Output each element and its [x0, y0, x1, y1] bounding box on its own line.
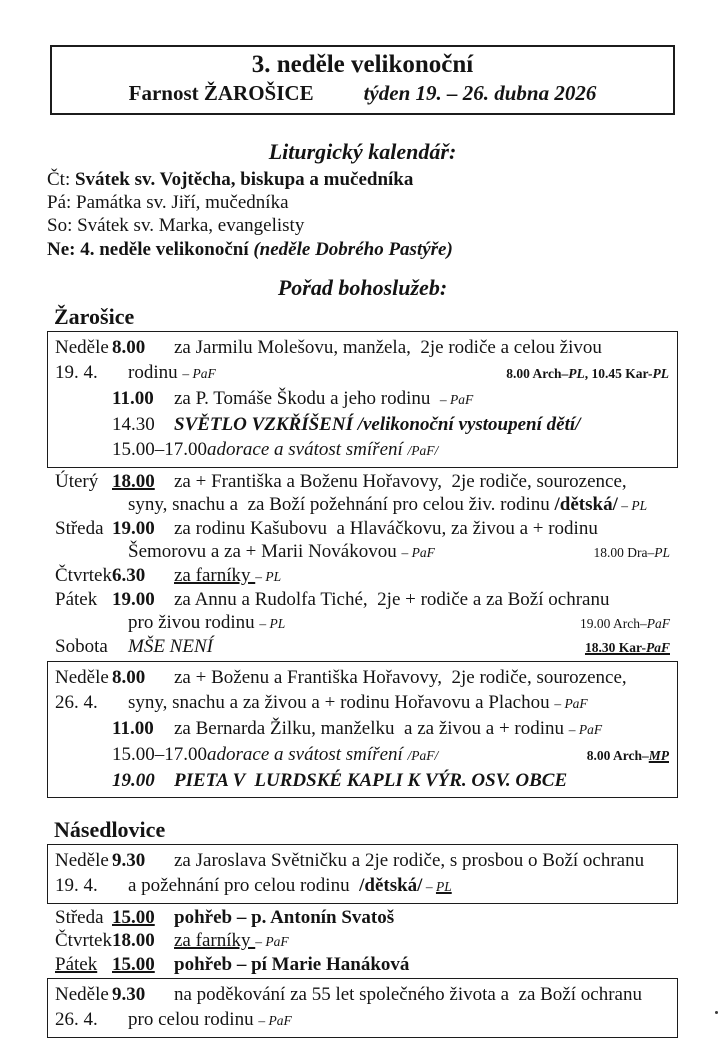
text-segment: Neděle: [55, 849, 109, 871]
text-segment: – PL: [617, 497, 648, 513]
content-cell: [174, 517, 670, 540]
text-segment: 19. 4.: [55, 874, 98, 896]
text-segment: MŠE NENÍ: [128, 635, 213, 657]
text-segment: za Jarmilu Molešovu, manžela, 2je rodiče a celou živou: [174, 336, 602, 358]
text-segment: –: [422, 878, 436, 894]
text-segment: Svátek sv. Vojtěcha, biskupa a mučedníka: [74, 169, 414, 190]
schedule-block: [47, 844, 678, 904]
text-segment: – PaF: [255, 933, 289, 949]
text-segment: Pátek: [55, 953, 98, 975]
text-segment: Čt:: [47, 169, 75, 190]
schedule-line: [55, 742, 669, 768]
text-segment: /PaF/: [407, 442, 439, 458]
text-segment: pro živou rodinu: [128, 611, 260, 633]
bulletin-subtitle: [60, 80, 665, 106]
time-cell: [112, 768, 174, 793]
text-segment: 18.00: [112, 929, 155, 951]
text-segment: 8.00 Arch–: [586, 747, 649, 763]
content-cell: [174, 335, 669, 360]
content-cell: [128, 1007, 669, 1033]
time-cell: [112, 906, 174, 929]
text-segment: za farníky: [174, 929, 256, 951]
day-cell: [55, 470, 112, 493]
text-segment: 19.00: [112, 517, 155, 539]
content-cell: [174, 848, 669, 873]
text-segment: SVĚTLO VZKŘÍŠENÍ /velikonoční vystoupení dětí/: [174, 413, 581, 435]
liturgical-calendar-title: Liturgický kalendář:: [268, 139, 457, 164]
text-segment: 26. 4.: [55, 691, 98, 713]
schedule-block: [47, 904, 678, 978]
content-cell: [207, 742, 587, 768]
text-segment: rodinu: [128, 361, 183, 383]
text-segment: Šemorovu a za + Marii Novákovou: [128, 540, 402, 562]
text-segment: 8.00 Arch–: [506, 365, 569, 381]
day-cell: [55, 848, 112, 873]
schedule-line: [55, 493, 670, 517]
day-cell: [55, 335, 112, 360]
content-cell: [128, 690, 669, 716]
text-segment: (neděle Dobrého Pastýře): [253, 238, 453, 260]
text-segment: 26. 4.: [55, 1008, 98, 1030]
schedule-line: [55, 873, 669, 899]
schedule-line: [55, 716, 669, 742]
schedule-line: [55, 470, 670, 493]
schedule-line: [55, 635, 670, 659]
bulletin-title: 3. neděle velikonoční: [251, 51, 474, 78]
text-segment: PIETA V LURDSKÉ KAPLI K VÝR. OSV. OBCE: [174, 769, 568, 791]
text-segment: , 10.45 Kar-: [584, 365, 653, 381]
text-segment: pohřeb – pí Marie Hanáková: [174, 953, 410, 975]
content-cell: [128, 493, 670, 517]
day-cell: [55, 360, 128, 385]
schedule-line: [55, 412, 669, 437]
scan-artifact-dot: [715, 1011, 718, 1014]
text-segment: 15.00–17.00: [112, 743, 207, 765]
schedule-line: [55, 665, 669, 690]
day-cell: [55, 517, 112, 540]
text-segment: Neděle: [55, 336, 109, 358]
time-cell: [112, 437, 207, 462]
text-segment: pro celou rodinu: [128, 1008, 259, 1030]
text-segment: za Jaroslava Světničku a 2je rodiče, s prosbou o Boží ochranu: [174, 849, 645, 871]
text-segment: 15.00–17.00: [112, 438, 207, 460]
text-segment: Úterý: [55, 470, 99, 492]
text-segment: adorace a svátost smíření: [207, 438, 408, 460]
text-segment: /dětská/: [359, 874, 423, 896]
time-cell: [112, 716, 174, 741]
text-segment: Neděle: [55, 666, 109, 688]
content-cell: [128, 873, 669, 899]
schedule-block: [47, 468, 678, 661]
day-cell: [55, 873, 128, 898]
content-cell: [174, 665, 669, 690]
time-cell: [112, 517, 174, 540]
text-segment: za P. Tomáše Škodu a jeho rodinu: [174, 387, 440, 409]
day-cell: [55, 665, 112, 690]
text-segment: Středa: [55, 517, 104, 539]
text-segment: 9.30: [112, 983, 146, 1005]
text-segment: 6.30: [112, 564, 146, 586]
calendar-line: [47, 238, 678, 261]
content-cell: [128, 540, 593, 564]
text-segment: 19.00: [112, 588, 155, 610]
day-cell: [55, 564, 112, 587]
text-segment: Sobota: [55, 635, 108, 657]
text-segment: 19. 4.: [55, 361, 98, 383]
text-segment: 15.00: [112, 953, 155, 975]
text-segment: na poděkování za 55 let společného života a za Boží ochranu: [174, 983, 642, 1005]
content-cell: [174, 386, 669, 412]
text-segment: syny, snachu a za živou a + rodinu Hořavovu a Plachou: [128, 691, 555, 713]
schedule-line: [55, 768, 669, 793]
day-cell: [55, 690, 128, 715]
schedule-line: [55, 929, 670, 953]
right-note: [580, 611, 670, 635]
text-segment: PaF: [646, 615, 670, 631]
content-cell: [207, 437, 669, 463]
time-cell: [112, 412, 174, 437]
text-segment: 19.00 Arch–: [580, 615, 647, 631]
schedule-line: [55, 982, 669, 1007]
text-segment: za + Boženu a Františka Hořavovy, 2je rodiče, sourozence,: [174, 666, 627, 688]
week-range: týden 19. – 26. dubna 2026: [363, 81, 597, 105]
text-segment: – PaF: [258, 1012, 292, 1028]
text-segment: 14.30: [112, 413, 155, 435]
time-cell: [112, 982, 174, 1007]
text-segment: PL: [435, 878, 452, 894]
text-segment: 19.00: [112, 769, 155, 791]
content-cell: [174, 906, 670, 929]
text-segment: /PaF/: [407, 747, 439, 763]
text-segment: Čtvrtek: [55, 929, 112, 951]
text-segment: 8.00: [112, 666, 146, 688]
day-cell: [55, 588, 112, 611]
text-segment: 8.00: [112, 336, 146, 358]
time-cell: [112, 742, 207, 767]
schedule-line: [55, 848, 669, 873]
time-cell: [112, 953, 174, 976]
time-cell: [112, 335, 174, 360]
content-cell: [128, 360, 506, 386]
time-cell: [112, 386, 174, 411]
day-cell: [55, 635, 128, 658]
day-cell: [55, 982, 112, 1007]
time-cell: [112, 564, 174, 587]
schedule-line: [55, 588, 670, 611]
content-cell: [174, 412, 669, 437]
day-cell: [55, 929, 112, 952]
calendar-line: [47, 168, 678, 191]
content-cell: [174, 588, 670, 611]
text-segment: – PL: [259, 615, 286, 631]
content-cell: [174, 768, 669, 793]
text-segment: PL: [568, 365, 585, 381]
schedule-line: [55, 690, 669, 716]
text-segment: 15.00: [112, 906, 155, 928]
schedule-line: [55, 437, 669, 463]
time-cell: [112, 848, 174, 873]
text-segment: Středa: [55, 906, 104, 928]
schedule-line: [55, 335, 669, 360]
text-segment: PL: [654, 544, 670, 560]
text-segment: syny, snachu a za Boží požehnání pro celou živ. rodinu: [128, 493, 555, 515]
content-cell: [174, 982, 669, 1007]
text-segment: – PaF: [554, 695, 588, 711]
text-segment: za Annu a Rudolfa Tiché, 2je + rodiče a za Boží ochranu: [174, 588, 610, 610]
schedule-block: [47, 331, 678, 468]
content-cell: [128, 635, 585, 658]
section-heading: Žarošice: [54, 303, 135, 329]
text-segment: za farníky: [174, 564, 256, 586]
text-segment: za + Františka a Boženu Hořavovy, 2je rodiče, sourozence,: [174, 470, 627, 492]
text-segment: 9.30: [112, 849, 146, 871]
schedule-line: [55, 953, 670, 976]
text-segment: 18.30 Kar-: [584, 639, 646, 655]
calendar-lines: [47, 168, 678, 261]
text-segment: – PaF: [401, 544, 435, 560]
content-cell: [128, 611, 580, 635]
right-note: [506, 360, 669, 386]
day-cell: [55, 953, 112, 976]
text-segment: pohřeb – p. Antonín Svatoš: [174, 906, 395, 928]
text-segment: – PaF: [439, 391, 474, 407]
text-segment: 11.00: [112, 717, 154, 739]
schedule-line: [55, 517, 670, 540]
schedule-block: [47, 661, 678, 798]
schedule-sections: [47, 303, 678, 1038]
calendar-line: [47, 214, 678, 237]
text-segment: 11.00: [112, 387, 154, 409]
right-note: [593, 540, 670, 564]
schedule-title: Pořad bohoslužeb:: [277, 274, 448, 300]
right-note: [587, 742, 669, 768]
text-segment: – PL: [255, 568, 282, 584]
time-cell: [112, 929, 174, 952]
calendar-line: [47, 191, 678, 214]
day-cell: [55, 906, 112, 929]
schedule-line: [55, 540, 670, 564]
text-segment: Čtvrtek: [55, 564, 112, 586]
schedule-line: [55, 564, 670, 588]
day-cell: [55, 1007, 128, 1032]
content-cell: [174, 564, 670, 588]
content-cell: [174, 470, 670, 493]
text-segment: Pátek: [55, 588, 98, 610]
text-segment: za Bernarda Žilku, manželku a za živou a + rodinu: [174, 717, 569, 739]
schedule-line: [55, 1007, 669, 1033]
content-cell: [174, 716, 669, 742]
text-segment: PL: [652, 365, 669, 381]
text-segment: PaF: [645, 639, 670, 655]
schedule-line: [55, 360, 669, 386]
text-segment: a požehnání pro celou rodinu: [128, 874, 360, 896]
text-segment: adorace a svátost smíření: [207, 743, 408, 765]
parish-name: Farnost ŽAROŠICE: [128, 81, 314, 105]
time-cell: [112, 665, 174, 690]
schedule-line: [55, 386, 669, 412]
schedule-block: [47, 978, 678, 1038]
text-segment: Ne: 4. neděle velikonoční: [47, 238, 254, 260]
time-cell: [112, 470, 174, 493]
header-box: [50, 45, 675, 115]
text-segment: 18.00 Dra–: [593, 544, 655, 560]
right-note: [585, 635, 670, 659]
section-heading: Násedlovice: [54, 816, 166, 842]
text-segment: 18.00: [112, 470, 155, 492]
text-segment: – PaF: [568, 721, 603, 737]
text-segment: /dětská/: [554, 493, 618, 515]
text-segment: Pá: Památka sv. Jiří, mučedníka: [47, 192, 289, 214]
text-segment: Neděle: [55, 983, 109, 1005]
content-cell: [174, 953, 670, 976]
text-segment: – PaF: [182, 365, 216, 381]
schedule-line: [55, 906, 670, 929]
time-cell: [112, 588, 174, 611]
text-segment: MP: [648, 747, 669, 763]
schedule-line: [55, 611, 670, 635]
content-cell: [174, 929, 670, 953]
text-segment: za rodinu Kašubovu a Hlaváčkovu, za živou a + rodinu: [174, 517, 598, 539]
text-segment: So: Svátek sv. Marka, evangelisty: [47, 215, 305, 237]
